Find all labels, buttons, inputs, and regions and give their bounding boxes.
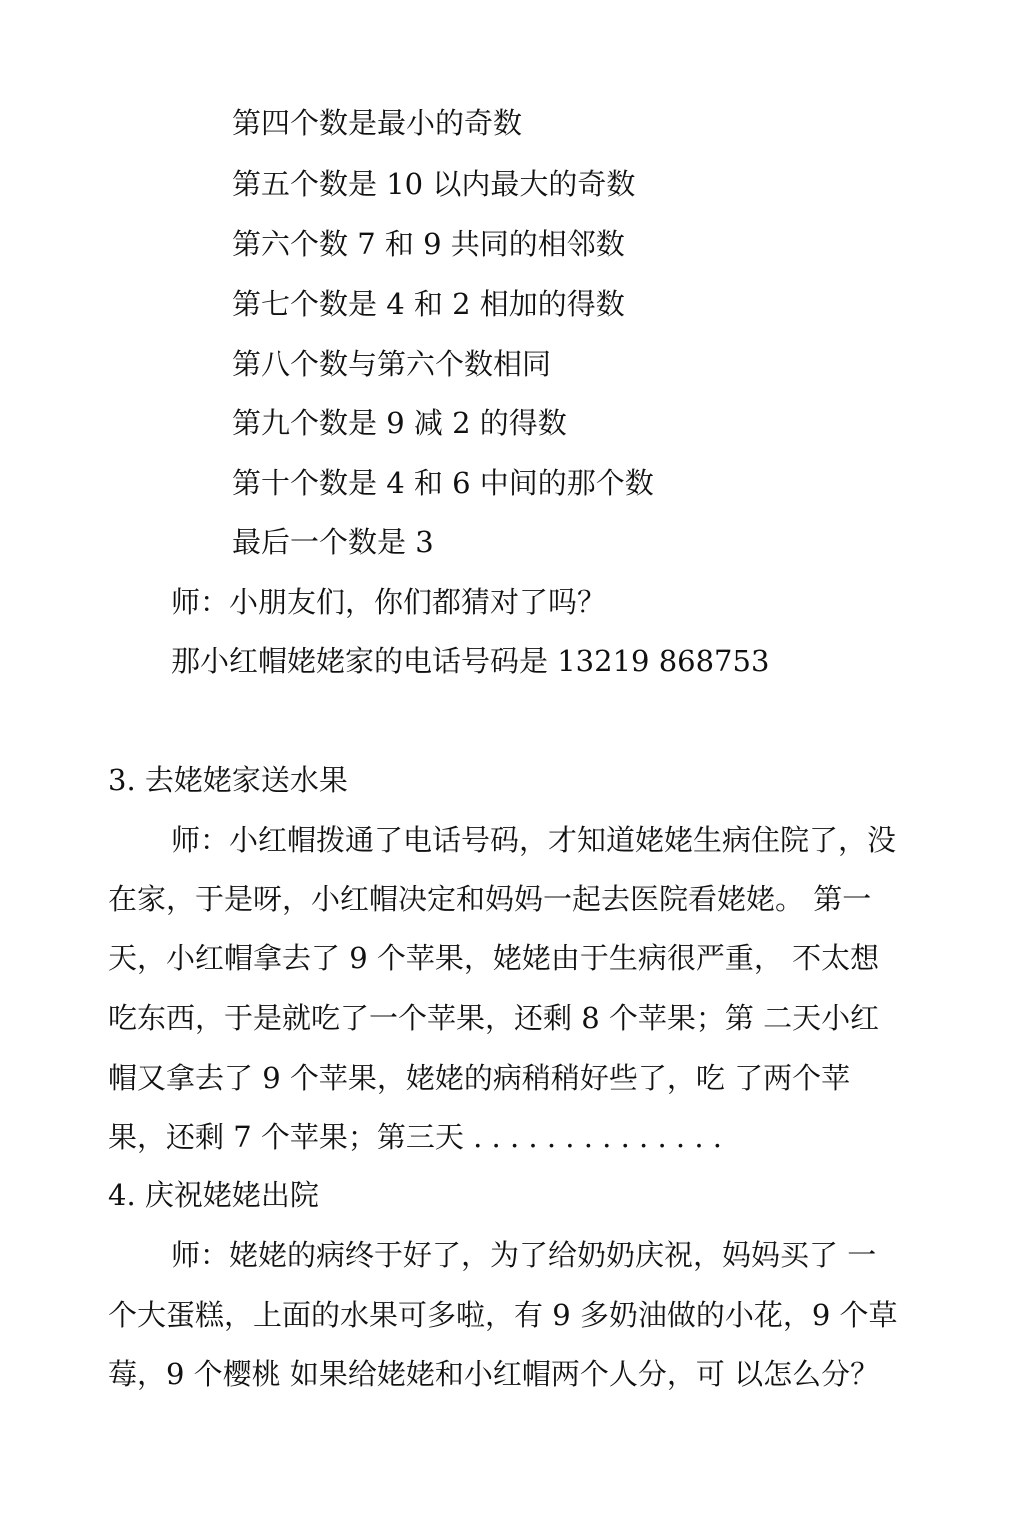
clue-line-9: 第九个数是 9 减 2 的得数 — [232, 406, 567, 440]
section-4-paragraph-line: 师：姥姥的病终于好了，为了给奶奶庆祝，妈妈买了 一 — [171, 1238, 877, 1272]
section-3-paragraph-line: 师：小红帽拨通了电话号码，才知道姥姥生病住院了，没 — [171, 823, 897, 857]
section-3-paragraph-line: 天，小红帽拿去了 9 个苹果，姥姥由于生病很严重， 不太想 — [108, 941, 880, 975]
teacher-question: 师：小朋友们，你们都猜对了吗？ — [171, 585, 607, 619]
section-3-heading: 3. 去姥姥家送水果 — [108, 763, 348, 797]
section-3-paragraph-line: 吃东西，于是就吃了一个苹果，还剩 8 个苹果；第 二天小红 — [108, 1001, 880, 1035]
clue-line-6: 第六个数 7 和 9 共同的相邻数 — [232, 227, 625, 261]
section-4-heading: 4. 庆祝姥姥出院 — [108, 1178, 319, 1212]
section-4-paragraph-line: 个大蛋糕，上面的水果可多啦，有 9 多奶油做的小花，9 个草 — [108, 1298, 898, 1332]
section-3-paragraph-line: 帽又拿去了 9 个苹果，姥姥的病稍稍好些了，吃 了两个苹 — [108, 1061, 851, 1095]
clue-line-5: 第五个数是 10 以内最大的奇数 — [232, 167, 636, 201]
clue-line-7: 第七个数是 4 和 2 相加的得数 — [232, 287, 625, 321]
clue-line-last: 最后一个数是 3 — [232, 525, 434, 559]
clue-line-8: 第八个数与第六个数相同 — [232, 347, 552, 381]
section-3-paragraph-line: 果，还剩 7 个苹果；第三天 . . . . . . . . . . . . . . — [108, 1120, 722, 1154]
clue-line-10: 第十个数是 4 和 6 中间的那个数 — [232, 466, 654, 500]
section-4-paragraph-line: 莓，9 个樱桃 如果给姥姥和小红帽两个人分，可 以怎么分？ — [108, 1357, 880, 1391]
clue-line-4: 第四个数是最小的奇数 — [232, 106, 523, 140]
phone-number-answer: 那小红帽姥姥家的电话号码是 13219 868753 — [171, 644, 770, 678]
section-3-paragraph-line: 在家，于是呀，小红帽决定和妈妈一起去医院看姥姥。 第一 — [108, 882, 872, 916]
